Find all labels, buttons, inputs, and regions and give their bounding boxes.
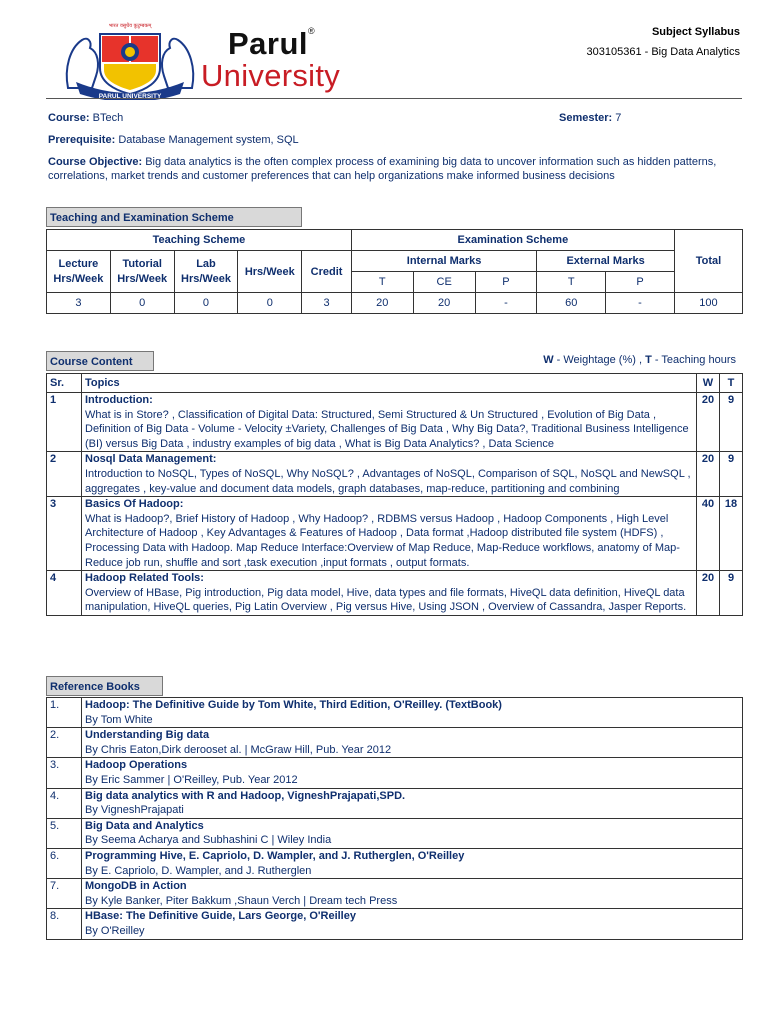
table-row	[47, 571, 743, 616]
book-sr: 5.	[47, 818, 82, 848]
list-item	[47, 909, 743, 939]
row-hours: 9	[720, 571, 743, 616]
book-title: HBase: The Definitive Guide, Lars George, O'Reilley	[85, 910, 356, 923]
scheme-section-title: Teaching and Examination Scheme	[46, 207, 302, 227]
external-t-value: 60	[537, 293, 606, 314]
topic-title: Introduction:	[85, 394, 153, 406]
topics-header: Topics	[82, 374, 697, 393]
objective-label: Course Objective:	[48, 156, 143, 168]
hrs-week-value: 0	[238, 293, 302, 314]
book-title: Big Data and Analytics	[85, 819, 204, 832]
row-topic	[82, 452, 697, 497]
book-author: By Chris Eaton,Dirk derooset al. | McGraw Hill, Pub. Year 2012	[85, 743, 392, 756]
external-marks-header: External Marks	[537, 251, 675, 272]
content-legend: W - Weightage (%) , T - Teaching hours	[543, 354, 736, 366]
list-item	[47, 758, 743, 788]
book-sr: 6.	[47, 848, 82, 878]
internal-ce-header: CE	[413, 272, 475, 293]
course-content-table	[46, 373, 743, 616]
internal-p-header: P	[475, 272, 537, 293]
svg-text:PARUL UNIVERSITY: PARUL UNIVERSITY	[98, 93, 162, 100]
topic-body: Introduction to NoSQL, Types of NoSQL, Why NoSQL? , Advantages of NoSQL, Comparison of SQL, NoSQL and NewSQL , aggregates , key-value and document data models, graph databases, map-reduce, partitioning and combining	[85, 467, 691, 495]
semester-row	[559, 111, 621, 125]
content-section-title: Course Content	[46, 351, 154, 371]
row-weightage: 40	[697, 497, 720, 571]
row-weightage: 20	[697, 393, 720, 452]
course-value: BTech	[92, 112, 124, 124]
scheme-table	[46, 229, 743, 314]
book-author: By Tom White	[85, 713, 153, 726]
total-header: Total	[674, 230, 742, 293]
lab-value: 0	[174, 293, 238, 314]
book-author: By Eric Sammer | O'Reilley, Pub. Year 2012	[85, 773, 298, 786]
book-title: Programming Hive, E. Capriolo, D. Wampler, and J. Rutherglen, O'Reilley	[85, 849, 465, 862]
row-hours: 18	[720, 497, 743, 571]
internal-marks-header: Internal Marks	[351, 251, 536, 272]
row-weightage: 20	[697, 571, 720, 616]
content-header-row	[47, 374, 743, 393]
list-item	[47, 848, 743, 878]
row-sr: 1	[47, 393, 82, 452]
row-topic	[82, 571, 697, 616]
university-logo	[62, 18, 362, 100]
semester-value: 7	[615, 112, 622, 124]
list-item	[47, 698, 743, 728]
book-title: Hadoop Operations	[85, 759, 188, 772]
objective-value: Big data analytics is the often complex process of examining big data to uncover information such as hidden patterns, correlations, market trends and customer preferences that can help organizations make informed business decisions	[48, 156, 717, 182]
university-emblem-icon	[62, 18, 198, 100]
book-entry	[82, 788, 743, 818]
header-divider	[46, 98, 742, 99]
row-topic	[82, 393, 697, 452]
internal-ce-value: 20	[413, 293, 475, 314]
row-hours: 9	[720, 452, 743, 497]
reference-books-table	[46, 697, 743, 940]
book-title: MongoDB in Action	[85, 880, 187, 893]
book-author: By VigneshPrajapati	[85, 804, 184, 817]
book-author: By Kyle Banker, Piter Bakkum ,Shaun Verch | Dream tech Press	[85, 894, 398, 907]
table-row	[47, 452, 743, 497]
book-entry	[82, 698, 743, 728]
book-sr: 7.	[47, 879, 82, 909]
internal-t-header: T	[351, 272, 413, 293]
tutorial-value: 0	[110, 293, 174, 314]
list-item	[47, 879, 743, 909]
course-row	[48, 111, 123, 125]
topic-title: Basics Of Hadoop:	[85, 498, 184, 511]
objective-row	[48, 155, 718, 183]
credit-header: Credit	[302, 251, 352, 293]
brand-name-university: University	[201, 58, 341, 93]
prerequisite-row	[48, 133, 299, 147]
brand-name-parul: Parul®	[228, 26, 316, 61]
credit-value: 3	[302, 293, 352, 314]
list-item	[47, 818, 743, 848]
hrs-week-header: Hrs/Week	[238, 251, 302, 293]
book-entry	[82, 818, 743, 848]
book-author: By E. Capriolo, D. Wampler, and J. Rutherglen	[85, 864, 312, 877]
row-sr: 4	[47, 571, 82, 616]
svg-text:भारत वसुधैव कुटुम्बकम्: भारत वसुधैव कुटुम्बकम्	[108, 23, 152, 29]
row-sr: 3	[47, 497, 82, 571]
book-title: Understanding Big data	[85, 729, 210, 742]
t-header: T	[720, 374, 743, 393]
lecture-value: 3	[47, 293, 111, 314]
list-item	[47, 788, 743, 818]
internal-p-value: -	[475, 293, 537, 314]
list-item	[47, 728, 743, 758]
book-entry	[82, 909, 743, 939]
course-label: Course:	[48, 112, 90, 124]
lab-header: Lab Hrs/Week	[174, 251, 238, 293]
prerequisite-label: Prerequisite:	[48, 134, 116, 146]
book-entry	[82, 879, 743, 909]
semester-label: Semester:	[559, 112, 613, 124]
subject-code: 303105361 - Big Data Analytics	[586, 46, 740, 58]
external-t-header: T	[537, 272, 606, 293]
book-sr: 2.	[47, 728, 82, 758]
book-sr: 1.	[47, 698, 82, 728]
external-p-value: -	[606, 293, 675, 314]
row-topic	[82, 497, 697, 571]
row-weightage: 20	[697, 452, 720, 497]
book-title: Hadoop: The Definitive Guide by Tom White, Third Edition, O'Reilley. (TextBook)	[85, 699, 502, 711]
lecture-header: Lecture Hrs/Week	[47, 251, 111, 293]
book-author: By O'Reilley	[85, 924, 145, 937]
exam-scheme-header: Examination Scheme	[351, 230, 674, 251]
book-title: Big data analytics with R and Hadoop, VigneshPrajapati,SPD.	[85, 789, 406, 802]
table-row	[47, 393, 743, 452]
book-entry	[82, 758, 743, 788]
internal-t-value: 20	[351, 293, 413, 314]
topic-title: Nosql Data Management:	[85, 453, 217, 466]
row-sr: 2	[47, 452, 82, 497]
topic-body: Overview of HBase, Pig introduction, Pig data model, Hive, data types and file formats, HiveQL data definition, HiveQL data manipulation, HiveQL queries, Pig Latin Overview , Pig versus Hive, Using JSON , Overview of Cassandra, Jasper Reports.	[85, 586, 687, 614]
sr-header: Sr.	[47, 374, 82, 393]
subject-syllabus-label: Subject Syllabus	[651, 26, 740, 38]
book-author: By Seema Acharya and Subhashini C | Wiley India	[85, 834, 332, 847]
book-sr: 4.	[47, 788, 82, 818]
book-entry	[82, 848, 743, 878]
books-section-title: Reference Books	[46, 676, 163, 696]
table-row	[47, 497, 743, 571]
topic-body: What is Hadoop?, Brief History of Hadoop , Why Hadoop? , RDBMS versus Hadoop , Hadoop Components , High Level Architecture of Hadoop , Key Advantages & Features of Hadoop , Data format ,Hadoop distributed file system (HDFS) , Processing Data with Hadoop. Map Reduce Interface:Overview of Map Reduce, Map-Reduce workflows, anatomy of Map-Reduce job run, shuffle and sort ,task execution ,input formats , output formats.	[85, 512, 680, 569]
topic-title: Hadoop Related Tools:	[85, 572, 204, 585]
teaching-scheme-header: Teaching Scheme	[47, 230, 352, 251]
w-header: W	[697, 374, 720, 393]
tutorial-header: Tutorial Hrs/Week	[110, 251, 174, 293]
prerequisite-value: Database Management system, SQL	[118, 134, 299, 146]
book-sr: 8.	[47, 909, 82, 939]
book-sr: 3.	[47, 758, 82, 788]
total-value: 100	[674, 293, 742, 314]
topic-body: What is in Store? , Classification of Digital Data: Structured, Semi Structured & Un Structured , Evolution of Big Data , Definition of Big Data - Volume - Velocity ±Variety, Challenges of Big Data , Why Big Data?, Traditional Business Intelligence (BI) versus Big Data , industry examples of big data , What is Big Data Analytics? , Data Science	[85, 408, 689, 450]
book-entry	[82, 728, 743, 758]
external-p-header: P	[606, 272, 675, 293]
row-hours: 9	[720, 393, 743, 452]
